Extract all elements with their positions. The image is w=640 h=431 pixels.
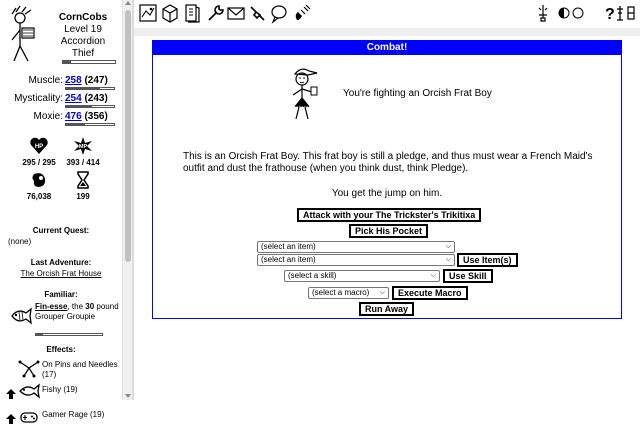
help-icon[interactable] (604, 3, 638, 23)
item-select-2[interactable] (257, 254, 455, 266)
last-adventure-value (0, 269, 122, 278)
character-class-line2: Thief (71, 48, 95, 59)
familiar-weight: 30 (85, 302, 95, 311)
stat-bar-fill (66, 88, 100, 89)
stat-value (65, 75, 108, 86)
stats-block (0, 74, 122, 128)
grouper-fish-icon[interactable] (10, 307, 32, 325)
chevron-down-icon: ⌵ (379, 289, 385, 296)
mp-value: 393 / 414 (66, 158, 100, 167)
stat-muscle (0, 74, 122, 92)
familiar-desc-post: pound Grouper Groupie (35, 302, 119, 321)
arrow-up-icon[interactable] (6, 389, 16, 399)
svg-text:HP: HP (34, 144, 44, 150)
stat-buffed-link[interactable]: 476 (65, 111, 82, 122)
use-items-button[interactable]: Use Item(s) (457, 253, 518, 267)
stat-base: (243) (84, 93, 108, 104)
wrench-icon[interactable] (206, 3, 226, 23)
stat-bar (65, 105, 115, 108)
scroll-up-icon[interactable] (125, 1, 131, 5)
experience-bar-fill (63, 61, 71, 63)
mail-icon[interactable] (226, 3, 246, 23)
stat-moxie (0, 110, 122, 128)
effect-item[interactable] (0, 356, 122, 381)
item-select-1[interactable] (257, 241, 455, 253)
top-menu-separator (134, 28, 640, 36)
character-avatar[interactable] (6, 6, 42, 66)
character-level: Level 19 (64, 24, 102, 35)
inventory-icon[interactable] (160, 3, 180, 23)
item-select-2-value: (select an item) (261, 255, 316, 264)
attack-button[interactable]: Attack with your The Trickster's Trikitixa (297, 208, 481, 222)
macro-select[interactable] (308, 287, 389, 299)
meat-display (14, 170, 64, 201)
experience-bar (62, 60, 116, 64)
resources-block (0, 136, 122, 226)
effect-label: On Pins and Needles (17) (42, 360, 118, 379)
pickpocket-button[interactable]: Pick His Pocket (349, 224, 428, 238)
character-class-line1: Accordion (60, 36, 106, 47)
familiar-desc-pre: , the (67, 302, 86, 311)
combat-panel (152, 40, 622, 319)
macro-select-value: (select a macro) (312, 288, 370, 297)
jump-text: You get the jump on him. (331, 188, 443, 199)
charpane-scrollbar[interactable] (122, 0, 132, 400)
hp-heart-icon (29, 136, 49, 156)
stat-value (65, 93, 108, 104)
stat-bar-fill (66, 106, 92, 107)
stat-bar-fill (66, 124, 85, 125)
fighting-text: You're fighting an Orcish Frat Boy (343, 88, 492, 99)
skill-select[interactable] (284, 270, 440, 282)
character-pane (0, 0, 122, 419)
stat-label: Moxie: (33, 111, 63, 122)
chevron-down-icon: ⌵ (430, 272, 436, 279)
familiar-bar-fill (36, 334, 43, 335)
item-select-1-value: (select an item) (261, 242, 316, 251)
arrow-up-icon[interactable] (6, 414, 16, 424)
effect-label: Fishy (19) (42, 385, 78, 394)
character-name[interactable]: CornCobs (58, 12, 108, 23)
mp-burst-icon (73, 136, 93, 156)
orcish-frat-boy-image (283, 65, 343, 121)
stat-bar (65, 87, 115, 90)
hourglass-icon (73, 170, 93, 190)
run-away-button[interactable]: Run Away (359, 302, 414, 316)
character-header (0, 0, 122, 66)
stat-buffed-link[interactable]: 258 (65, 75, 82, 86)
chat-icon[interactable] (269, 3, 289, 23)
current-quest-title: Current Quest: (32, 226, 90, 235)
effect-label: Gamer Rage (19) (42, 410, 105, 419)
familiar-name-link[interactable]: Fin-esse (35, 302, 68, 311)
stat-base: (356) (84, 111, 108, 122)
map-icon[interactable] (138, 3, 158, 23)
adventures-value: 199 (76, 192, 90, 201)
chevron-down-icon: ⌵ (445, 243, 451, 250)
monster-description: This is an Orcish Frat Boy. This frat boy is still a pledge, and thus must wear a French Maid's outfit and dust the frathouse (when you think dust, think Pledge). (183, 151, 593, 174)
chevron-down-icon: ⌵ (445, 256, 451, 263)
stat-label: Mysticality: (14, 93, 63, 104)
stat-bar (65, 123, 115, 126)
familiar-block (0, 301, 122, 339)
mp-display[interactable] (58, 136, 108, 167)
svg-text:?: ? (605, 6, 615, 23)
current-quest-value: (none) (8, 237, 32, 246)
last-adventure-title: Last Adventure: (30, 258, 92, 267)
stat-label: Muscle: (28, 75, 63, 86)
stat-base: (247) (84, 75, 108, 86)
scroll-down-icon[interactable] (125, 394, 131, 398)
fish-icon (18, 383, 40, 399)
stat-value (65, 111, 108, 122)
adventures-display (58, 170, 108, 201)
familiar-description (35, 302, 119, 322)
moon-icon[interactable] (558, 3, 584, 23)
meat-icon (29, 170, 49, 190)
sword-icon[interactable] (536, 3, 550, 23)
use-skill-button[interactable]: Use Skill (443, 269, 493, 283)
disconnect-icon[interactable] (292, 3, 312, 23)
svg-text:MP: MP (78, 144, 88, 150)
familiar-title: Familiar: (44, 290, 78, 299)
top-menu (134, 0, 640, 28)
pins-needles-icon (18, 358, 40, 378)
scrollbar-thumb[interactable] (125, 10, 131, 262)
hp-value: 295 / 295 (22, 158, 56, 167)
effects-title: Effects: (46, 345, 76, 354)
meat-value: 76,038 (26, 192, 52, 201)
hp-display[interactable] (14, 136, 64, 167)
options-icon[interactable] (247, 3, 267, 23)
effects-list (0, 356, 122, 431)
effect-item[interactable] (0, 406, 122, 431)
crafting-icon[interactable] (182, 3, 202, 23)
skill-select-value: (select a skill) (288, 271, 337, 280)
gamer-rage-icon (18, 408, 40, 426)
execute-macro-button[interactable]: Execute Macro (392, 286, 468, 300)
main-pane (134, 36, 640, 400)
stat-buffed-link[interactable]: 254 (65, 93, 82, 104)
combat-title: Combat! (153, 41, 621, 55)
familiar-bar (35, 333, 103, 336)
effect-item[interactable] (0, 381, 122, 406)
last-adventure-link[interactable]: The Orcish Frat House (20, 269, 102, 278)
stat-mysticality (0, 92, 122, 110)
